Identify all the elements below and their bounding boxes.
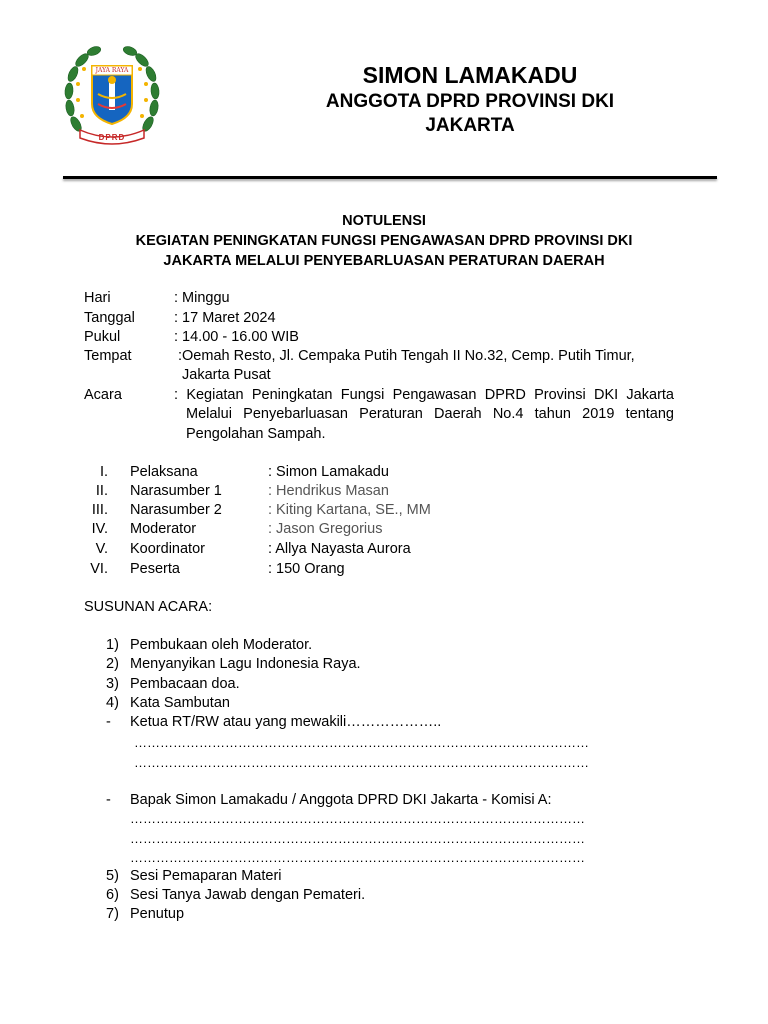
info-value-hari: : Minggu [174,290,230,306]
info-value-tempat-line2: Jakarta Pusat [182,367,271,383]
people-num: IV. [91,521,108,537]
agenda-item: Penutup [130,906,185,922]
agenda-item-num: 1) [106,637,119,653]
header-divider [63,176,717,179]
info-label-tanggal: Tanggal [84,310,135,326]
info-label-pukul: Pukul [84,329,121,345]
logo-ribbon-text: DPRD [98,133,126,142]
speech-dots: …………………………………………………………………………………………… [130,850,585,865]
people-name: : 150 Orang [268,561,345,577]
speech-dots: …………………………………………………………………………………………… [134,755,589,770]
info-value-pukul: : 14.00 - 16.00 WIB [174,329,299,345]
speech-ketua-rt: Ketua RT/RW atau yang mewakili……………….. [130,714,442,730]
speech-dots: …………………………………………………………………………………………… [130,811,585,826]
people-name: : Allya Nayasta Aurora [268,541,411,557]
agenda-item-num: 7) [106,906,119,922]
people-name: : Simon Lamakadu [268,464,389,480]
people-role: Pelaksana [130,464,198,480]
speech-bullet: - [106,714,111,730]
doc-subtitle-line2: JAKARTA MELALUI PENYEBARLUASAN PERATURAN DAERAH [163,253,605,269]
agenda-item-num: 2) [106,656,119,672]
info-value-acara-line3: Pengolahan Sampah. [186,426,326,442]
header-role-line2: JAKARTA [425,115,515,136]
people-name: : Hendrikus Masan [268,483,389,499]
info-value-acara-line2: Melalui Penyebarluasan Peraturan Daerah No.4 tahun 2019 tentang [186,406,674,422]
people-name: : Jason Gregorius [268,521,383,537]
header-role-line1: ANGGOTA DPRD PROVINSI DKI [325,91,615,112]
agenda-item: Pembukaan oleh Moderator. [130,637,313,653]
info-label-hari: Hari [84,290,111,306]
agenda-item: Sesi Pemaparan Materi [130,868,282,884]
info-value-tanggal: : 17 Maret 2024 [174,310,276,326]
agenda-item-num: 6) [106,887,119,903]
agenda-item-num: 5) [106,868,119,884]
header-role [250,90,690,138]
people-name: : Kiting Kartana, SE., MM [268,502,431,518]
agenda-heading: SUSUNAN ACARA: [84,599,213,615]
agenda-item: Pembacaan doa. [130,676,240,692]
people-num: VI. [90,561,108,577]
info-label-tempat: Tempat [84,348,132,364]
header-name: SIMON LAMAKADU [362,62,578,88]
speech-dots: …………………………………………………………………………………………… [134,735,589,750]
speech-dots: …………………………………………………………………………………………… [130,831,585,846]
info-value-acara: : Kegiatan Peningkatan Fungsi Pengawasan DPRD Provinsi DKI Jakarta [174,387,674,403]
doc-subtitle-line1: KEGIATAN PENINGKATAN FUNGSI PENGAWASAN DPRD PROVINSI DKI [135,233,633,249]
agenda-item-num: 4) [106,695,119,711]
people-num: II. [95,483,108,499]
info-value-tempat: :Oemah Resto, Jl. Cempaka Putih Tengah II No.32, Cemp. Putih Timur, [178,348,635,364]
people-role: Moderator [130,521,197,537]
agenda-item: Menyanyikan Lagu Indonesia Raya. [130,656,361,672]
speech-bullet: - [106,792,111,808]
info-label-acara: Acara [84,387,122,403]
agenda-item: Sesi Tanya Jawab dengan Pemateri. [130,887,366,903]
people-num: III. [91,502,108,518]
people-role: Narasumber 1 [130,483,222,499]
people-role: Koordinator [130,541,205,557]
doc-title: NOTULENSI [342,213,426,229]
people-num: V. [95,541,108,557]
speech-simon: Bapak Simon Lamakadu / Anggota DPRD DKI Jakarta - Komisi A: [130,792,552,808]
agenda-item-num: 3) [106,676,119,692]
people-role: Narasumber 2 [130,502,222,518]
logo-banner-text: JAYA RAYA [95,67,129,74]
agenda-item: Kata Sambutan [130,695,230,711]
people-role: Peserta [130,561,180,577]
people-num: I. [99,464,108,480]
